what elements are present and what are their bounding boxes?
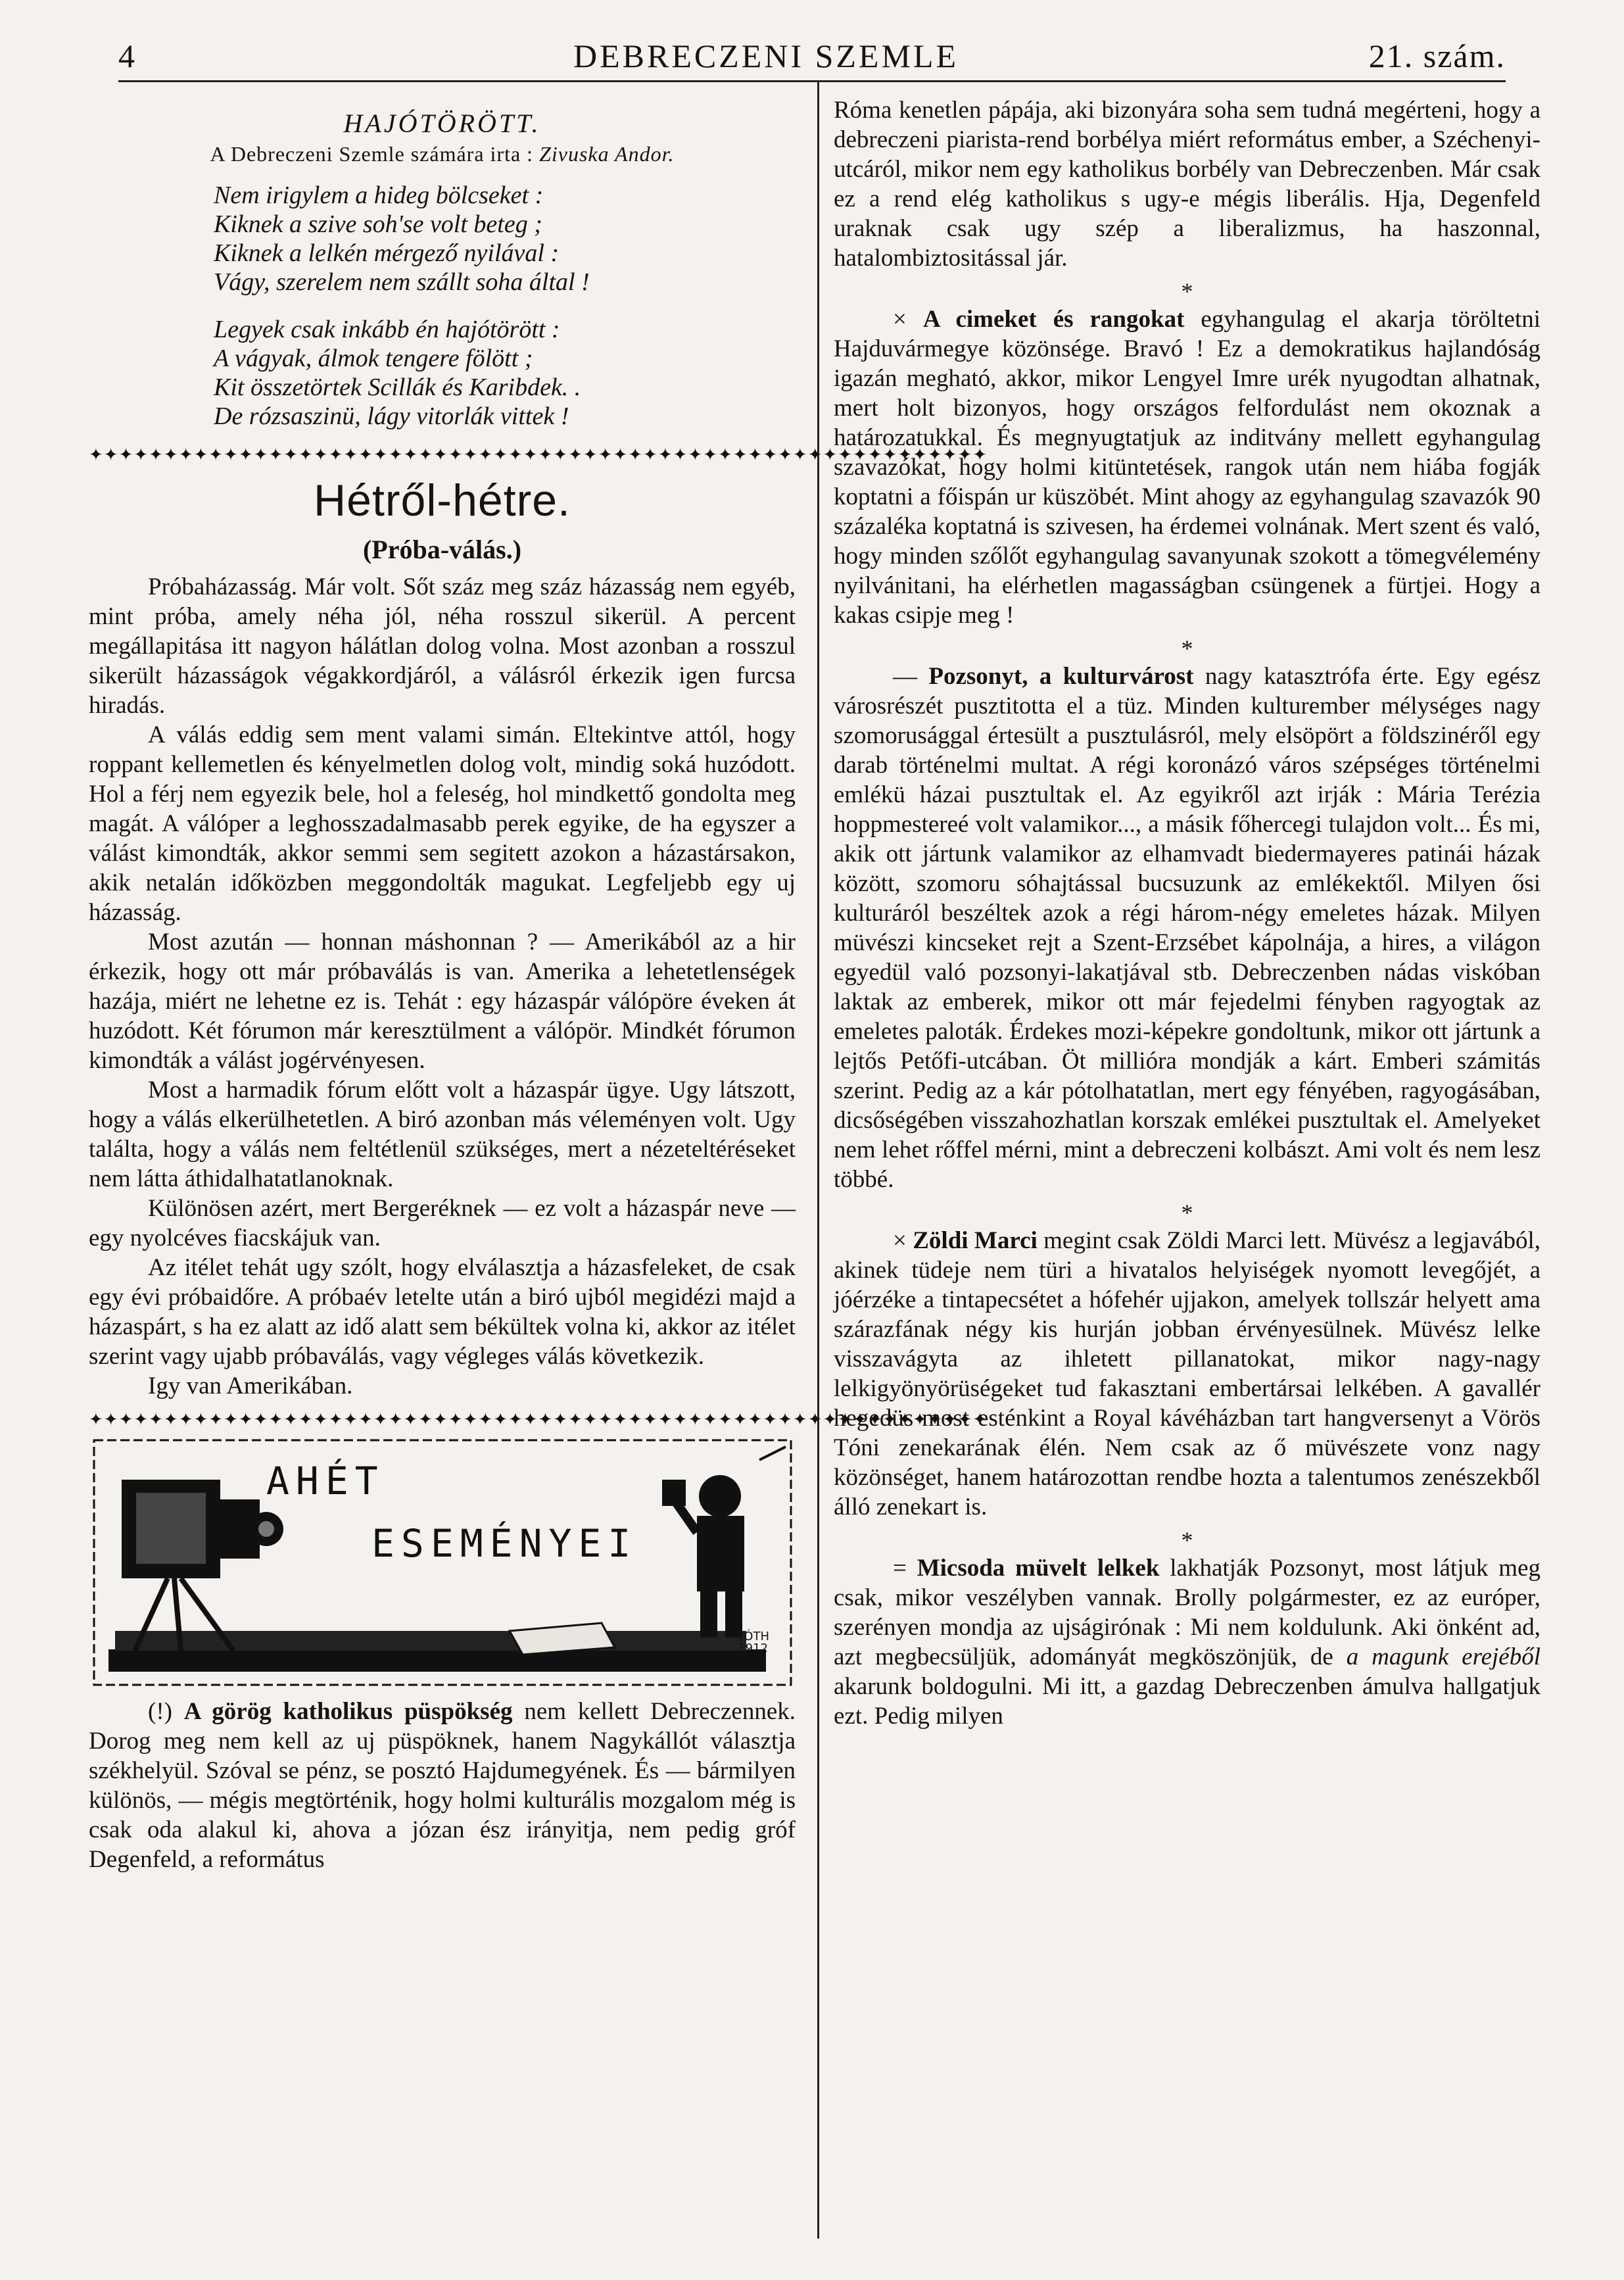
article-continuation: Róma kenetlen pápája, aki bizonyára soha sem tudná megérteni, hogy a debreczeni piarista-rend borbélya miért református ember, a Széchenyi-utcáról, mikor nem egy katholikus borbély van Debreczenben. Már csak ez a rend elég katholikus s ugy-e mégis liberális. Hja, Degenfeld uraknak csak ugy szép a liberalizmus, ha haszonnal, hatalombiztositással jár.: [834, 97, 1540, 272]
poem-line: A vágyak, álmok tengere fölött ;: [214, 345, 533, 372]
ornament-divider: ✦✦✦✦✦✦✦✦✦✦✦✦✦✦✦✦✦✦✦✦✦✦✦✦✦✦✦✦✦✦✦✦✦✦✦✦✦✦✦✦✦✦✦✦✦✦✦✦✦✦✦✦✦✦✦✦✦✦✦✦: [89, 445, 988, 464]
poem-line: Kiknek a szive soh'se volt beteg ;: [214, 210, 542, 238]
section-separator: *: [1181, 1200, 1193, 1226]
news-item-titles: [834, 304, 1540, 630]
section-separator: *: [1181, 278, 1193, 304]
section-separator: *: [1181, 635, 1193, 662]
article-paragraph: Most azután — honnan máshonnan ? — Amerikából az a hir érkezik, hogy ott már próbaválás is van. Amerika a lehetetlenségek hazája, miért ne lehetne ez is. Tehát : egy házaspár válópöre éveken át huzódott. Két fórumon már keresztülment a válópör. Mindkét fórumon kimondták a válást jogérvényesen.: [89, 929, 796, 1074]
item-text: akarunk boldogulni. Mi itt, a gazdag Debreczenben ámulva hallgatjuk ezt. Pedig milyen: [834, 1673, 1540, 1730]
article-paragraph: Próbaházasság. Már volt. Sőt száz meg száz házasság nem egyéb, mint próba, amely néha jól, néha rosszul sikerül. A percent megállapitása itt nagyon hálátlan dolog volna. Most azonban a rosszul sikerült házasságok végakkordjáról, a válásról érkezik igen furcsa hiradás.: [89, 573, 796, 719]
item-headline: Micsoda müvelt lelkek: [917, 1555, 1160, 1582]
article-paragraph: Igy van Amerikában.: [148, 1372, 353, 1399]
item-text: lakhatják Pozsonyt, most látjuk meg csak, mikor veszélyben vannak. Brolly polgármester, ez az európer, szerényen mondja az ujságirónak : Mi nem koldulunk. Aki önként ad, azt megbecsüljük, adományát megköszönjük, de: [834, 1555, 1541, 1670]
masthead: DEBRECZENI SZEMLE: [573, 37, 959, 74]
poem-line: Kiknek a lelkén mérgező nyilával :: [214, 239, 560, 267]
poem-line: De rózsaszinü, lágy vitorlák vittek !: [214, 402, 569, 430]
news-item-bishopric: [89, 1697, 796, 1874]
events-banner: [89, 1434, 796, 1690]
news-item-pozsony: [834, 662, 1540, 1194]
section-subtitle: (Próba-válás.): [362, 535, 522, 564]
section-title: Hétről-hétre.: [314, 475, 571, 525]
poem-title: HAJÓTÖRÖTT.: [343, 109, 541, 138]
article-paragraph: Most a harmadik fórum előtt volt a házaspár ügye. Ugy látszott, hogy a válás elkerülhetetlen. A biró azonban más véleményen volt. Ugy találta, hogy a válás nem feltétlenül szükséges, mert a nézeteltéréseket nem látta áthidalhatatlanoknak.: [89, 1077, 796, 1192]
byline-prefix: A Debreczeni Szemle számára irta :: [210, 142, 534, 166]
signature-year: 1912: [738, 1641, 769, 1655]
page-header: [118, 33, 1506, 79]
item-text: megint csak Zöldi Marci lett. Müvész a legjavából, akinek tüdeje nem türi a hivatalos helyiségek nyomott levegőjét, a jóérzéke a tintapecsétet a hófehér ujjakon, amelyek tollszár helyett ama szárazfának négy kis hurján jobban érvényesülnek. Müvész lelke visszavágyta az ihletett pillanatokat, mikor nagy-nagy lelkigyönyörüségeket tud fakasztani embertársai lelkében. A gavallér hegedüs most esténkint a Royal kávéházban tart hangversenyt a Vörös Tóni zenekarának élén. Nem csak az ő müvészete vonz nagy közönséget, hanem határozottan rendbe hozta a talentumos zenészekből álló zenekart is.: [834, 1227, 1541, 1520]
item-prefix: (!): [148, 1698, 172, 1725]
item-prefix: ×: [893, 306, 907, 333]
article-paragraph: Különösen azért, mert Bergeréknek — ez volt a házaspár neve — egy nyolcéves fiacskájuk van.: [89, 1195, 796, 1251]
artist-signature: [736, 1631, 769, 1655]
poem-stanza-2: [214, 315, 796, 431]
poem-line: Legyek csak inkább én hajótörött :: [214, 316, 560, 343]
item-prefix: —: [893, 663, 917, 690]
poem-line: Nem irigylem a hideg bölcseket :: [214, 182, 544, 209]
right-column: [834, 95, 1540, 1731]
news-item-cultured: [834, 1553, 1540, 1731]
article-paragraph: Az itélet tehát ugy szólt, hogy elválasztja a házasfeleket, de csak egy évi próbaidőre. A próbaév letelte után a biró ujból megidézi majd a házaspárt, s ha ez alatt az idő alatt sem békültek volna ki, akkor az itélet szerint vagy ujabb próbaválás, vagy végleges válás következik.: [89, 1254, 796, 1370]
item-prefix: =: [893, 1555, 907, 1582]
item-text: egyhangulag el akarja töröltetni Hajduvármegye közönsége. Bravó ! Ez a demokratikus hajlandóság igazán megható, akkor, mikor Lengyel Imre urék nyugodtan alhatnak, mert holt bizonyos, hogy országos felfordulást nem okoznak a határozatukkal. És megnyugtatjuk az inditvány mellett egyhangulag szavazókat, hogy holmi kitüntetések, rangok után nem hiába fogják koptatni a főispán ur küszöbét. Mint ahogy az egyhangulag szavazók 90 százaléka koptatná is szivesen, ha érdemei volnának. Mert szent és való, hogy minden szőlőt egyhangulag savanyunak szokott a tömegvélemény nyilvánitani, ha elérhetlen magasságban csüngenek a fürtjei. Hogy a kakas csipje meg !: [834, 306, 1541, 629]
poem-line: Kit összetörtek Scillák és Karibdek. .: [214, 374, 581, 401]
item-headline: Pozsonyt, a kulturvárost: [928, 663, 1194, 690]
page-number: 4: [118, 37, 136, 74]
item-headline: Zöldi Marci: [913, 1227, 1038, 1254]
column-divider: [817, 82, 819, 2239]
header-rule: [118, 80, 1506, 82]
item-prefix: ×: [893, 1227, 907, 1254]
item-text: nagy katasztrófa érte. Egy egész városrészét pusztitotta el a tüz. Minden kulturember mélységes nagy szomorusággal értesült a pusztulásról, mely elsöpört a földszinéről egy darab történelmi multat. A régi koronázó város szépséges történelmi emlékü házai pusztultak el. Az egyikről azt irják : Mária Terézia hoppmestereé volt valamikor..., a másik főhercegi tulajdon volt... És mi, akik ott jártunk valamikor az elhamvadt biedermayeres patinái házak között, szomoru sóhajtással bucsuzunk az emlékektől. Milyen ősi kulturáról beszéltek azok a régi három-négy emeletes házak. Milyen müvészi kincseket rejt a Szent-Erzsébet kápolnája, a hires, a világon egyedül való pozsonyi-lakatjával stb. Debreczenben nádas viskóban laktak az emberek, mikor ott már fejedelmi fényben ragyogtak az emeletes paloták. Érdekes mozi-képekre gondoltunk, mikor ott jártunk a lejtős Petőfi-utcában. Öt millióra mondják a kárt. Emberi számitás szerint. Pedig az a kár pótolhatatlan, mert egy fényében, ragyogásában, dicsőségében visszahozhatlan korszak emlékei pusztultak el. Amelyeket nem lehet rőffel mérni, mint a debreczeni kolbászt. Ami volt és nem lesz többé.: [834, 663, 1540, 1193]
section-separator: *: [1181, 1527, 1193, 1553]
banner-line-1: AHÉT: [266, 1459, 385, 1503]
poem-line: Vágy, szerelem nem szállt soha által !: [214, 268, 590, 296]
item-italic-phrase: a magunk erejéből: [1346, 1643, 1541, 1670]
banner-line-2: ESEMÉNYEI: [371, 1521, 638, 1566]
news-item-zoldi: [834, 1226, 1540, 1522]
item-text: nem kellett Debreczennek. Dorog meg nem kell az uj püspöknek, hanem Nagykállót választja székhelyül. Szóval se pénz, se posztó Hajdumegyének. És — bármilyen különös, — mégis megtörténik, hogy holmi kulturális mozgalom még is csak oda alakul ki, ahova a józan ész irányitja, nem pedig gróf Degenfeld, a református: [89, 1698, 796, 1873]
issue-number: 21. szám.: [1368, 37, 1506, 74]
poem-author: Zivuska Andor.: [539, 142, 675, 166]
article-paragraph: A válás eddig sem ment valami simán. Eltekintve attól, hogy roppant kellemetlen és kényelmetlen dolog volt, mindig soká huzódott. Hol a férj nem egyezik bele, hol a feleség, hol mindkettő gondolta meg magát. A válóper a leghosszadalmasabb perek egyike, de ha egyszer a válást kimondták, akkor semmi sem segitett azokon a házastársakon, akik netalán időközben meggondolták magukat. Legfeljebb egy uj házasság.: [89, 721, 796, 926]
item-headline: A cimeket és rangokat: [922, 306, 1185, 333]
poem-stanza-1: [214, 181, 796, 297]
ornament-divider: ✦✦✦✦✦✦✦✦✦✦✦✦✦✦✦✦✦✦✦✦✦✦✦✦✦✦✦✦✦✦✦✦✦✦✦✦✦✦✦✦✦✦✦✦✦✦✦✦✦✦✦✦✦✦✦✦✦✦✦✦: [89, 1410, 988, 1429]
signature-name: TÓTH: [736, 1630, 769, 1643]
item-headline: A görög katholikus püspökség: [183, 1698, 513, 1725]
poem-byline: [89, 139, 796, 169]
